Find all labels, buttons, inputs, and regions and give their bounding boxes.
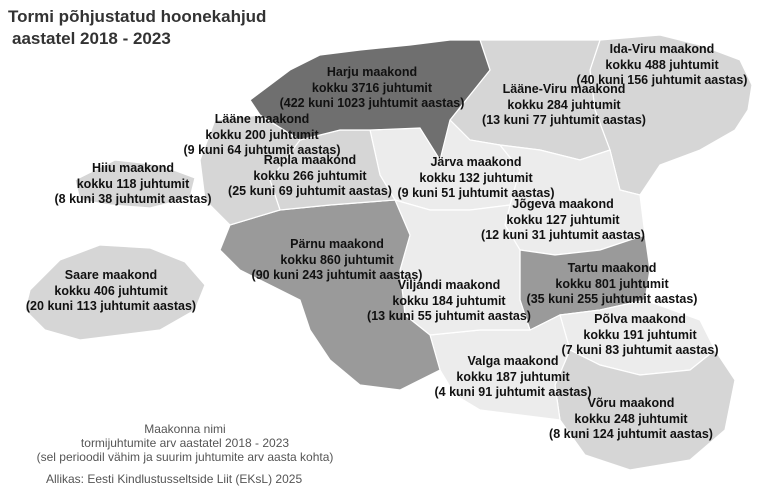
county-name: Lääne-Viru maakond <box>502 82 626 96</box>
county-name: Pärnu maakond <box>290 237 384 251</box>
county-range: (7 kuni 83 juhtumit aastas) <box>561 343 719 357</box>
county-total: kokku 127 juhtumit <box>506 212 620 227</box>
legend-line-1: Maakonna nimi <box>144 422 226 436</box>
county-name: Viljandi maakond <box>397 278 501 292</box>
county-range: (8 kuni 38 juhtumit aastas) <box>54 192 212 206</box>
county-label-voru <box>549 396 713 443</box>
county-total: kokku 488 juhtumit <box>605 57 719 72</box>
county-name: Tartu maakond <box>567 261 657 275</box>
county-name: Rapla maakond <box>263 153 357 167</box>
county-name: Ida-Viru maakond <box>609 42 715 56</box>
county-range: (35 kuni 255 juhtumit aastas) <box>526 292 698 306</box>
county-name: Põlva maakond <box>594 312 686 326</box>
county-label-polva <box>562 312 719 359</box>
county-total: kokku 801 juhtumit <box>555 276 669 291</box>
legend-line-3: (sel perioodil vähim ja suurim juhtumite arv aasta kohta) <box>36 450 334 464</box>
county-name: Võru maakond <box>587 396 675 410</box>
county-label-harju <box>280 65 465 112</box>
county-label-hiiu <box>55 161 212 208</box>
county-total: kokku 118 juhtumit <box>76 176 190 191</box>
county-label-parnu <box>252 237 423 284</box>
county-name: Jõgeva maakond <box>512 197 614 211</box>
county-name: Järva maakond <box>430 155 522 169</box>
county-range: (12 kuni 31 juhtumit aastas) <box>481 228 645 242</box>
county-total: kokku 3716 juhtumit <box>311 80 433 95</box>
county-total: kokku 284 juhtumit <box>507 97 621 112</box>
county-total: kokku 187 juhtumit <box>456 369 570 384</box>
county-label-tartu <box>527 261 698 308</box>
county-name: Hiiu maakond <box>92 161 174 175</box>
map-legend <box>37 422 334 464</box>
map-title <box>8 6 266 50</box>
county-name: Saare maakond <box>64 268 158 282</box>
county-label-laane-viru <box>482 82 646 129</box>
county-range: (13 kuni 77 juhtumit aastas) <box>482 113 646 127</box>
county-range: (9 kuni 51 juhtumit aastas) <box>397 186 555 200</box>
county-label-valga <box>435 354 592 401</box>
county-range: (4 kuni 91 juhtumit aastas) <box>434 385 592 399</box>
county-label-rapla <box>228 153 392 200</box>
county-range: (20 kuni 113 juhtumit aastas) <box>25 299 197 313</box>
source-note: Allikas: Eesti Kindlustusseltside Liit (EKsL) 2025 <box>46 472 303 486</box>
county-label-jogeva <box>481 197 645 244</box>
legend-line-2: tormijuhtumite arv aastatel 2018 - 2023 <box>80 436 290 450</box>
county-name: Harju maakond <box>326 65 418 79</box>
county-total: kokku 860 juhtumit <box>280 252 394 267</box>
county-range: (9 kuni 64 juhtumit aastas) <box>183 143 341 157</box>
county-range: (40 kuni 156 juhtumit aastas) <box>576 73 748 87</box>
county-total: kokku 184 juhtumit <box>392 293 506 308</box>
county-range: (422 kuni 1023 juhtumit aastas) <box>279 96 465 110</box>
county-total: kokku 200 juhtumit <box>205 127 319 142</box>
county-range: (13 kuni 55 juhtumit aastas) <box>367 309 531 323</box>
county-label-jarva <box>398 155 555 202</box>
map-title-line-2: aastatel 2018 - 2023 <box>12 29 171 48</box>
county-range: (90 kuni 243 juhtumit aastas) <box>251 268 423 282</box>
county-label-viljandi <box>367 278 531 325</box>
county-total: kokku 266 juhtumit <box>253 168 367 183</box>
map-title-line-1: Tormi põhjustatud hoonekahjud <box>8 7 267 26</box>
county-name: Lääne maakond <box>214 112 310 126</box>
county-total: kokku 248 juhtumit <box>574 411 688 426</box>
county-total: kokku 406 juhtumit <box>54 283 168 298</box>
county-total: kokku 132 juhtumit <box>419 170 533 185</box>
county-name: Valga maakond <box>467 354 559 368</box>
county-range: (8 kuni 124 juhtumit aastas) <box>549 427 713 441</box>
county-range: (25 kuni 69 juhtumit aastas) <box>228 184 392 198</box>
county-label-laane <box>184 112 341 159</box>
county-total: kokku 191 juhtumit <box>583 327 697 342</box>
county-label-saare <box>26 268 196 315</box>
